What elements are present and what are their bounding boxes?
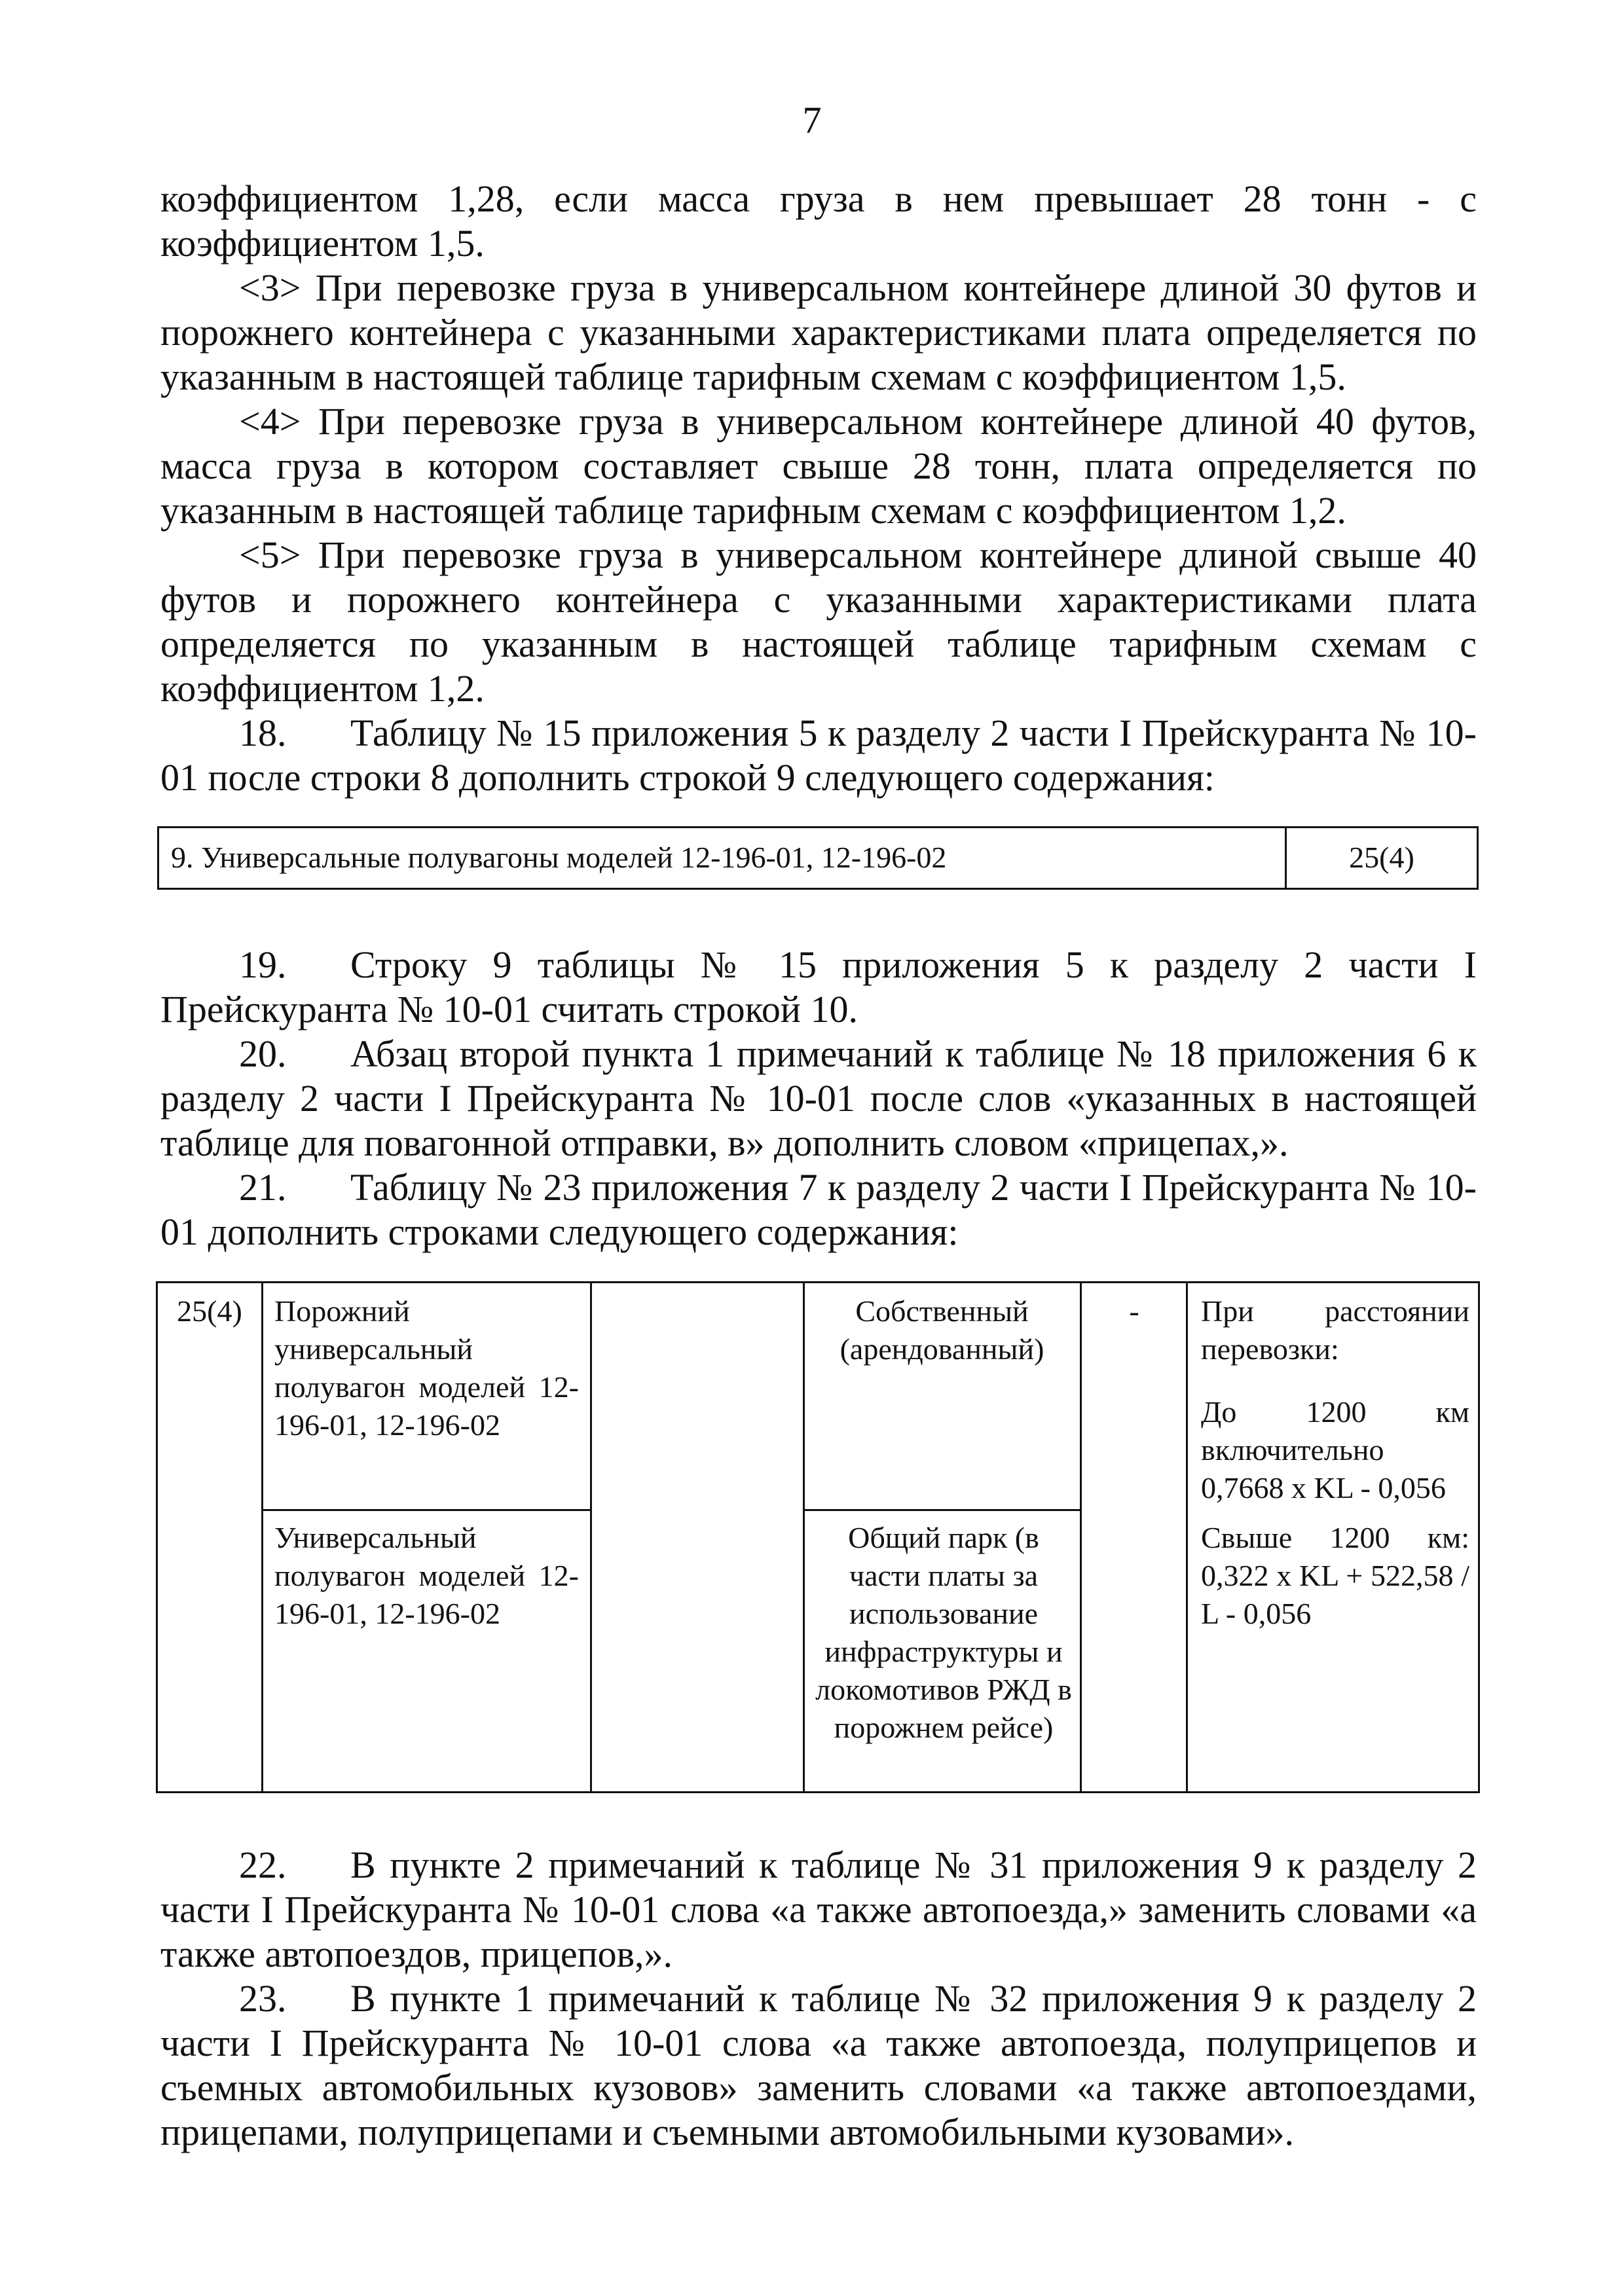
table-divider: [261, 1509, 592, 1511]
tariff-table: [156, 1281, 1480, 1793]
item-20: [160, 1032, 1477, 1165]
paragraph-continuation: коэффициентом 1,28, если масса груза в нем превышает 28 тонн - с коэффициентом 1,5.: [160, 177, 1477, 264]
item-21-number: 21.: [239, 1166, 287, 1209]
note-4: <4> При перевозке груза в универсальном контейнере длиной 40 футов, масса груза в котором составляет свыше 28 тонн, плата определяется по указанным в настоящей таблице тарифным схемам с коэффициентом 1,2.: [160, 400, 1477, 532]
note-3: <3> При перевозке груза в универсальном контейнере длиной 30 футов и порожнего контейнера с указанными характеристиками плата определяется по указанным в настоящей таблице тарифным схемам с коэффициентом 1,5.: [160, 266, 1477, 398]
row-table-value: 25(4): [1349, 841, 1414, 874]
tariff-formula-long: Свыше 1200 км: 0,322 x KL + 522,58 / L - 0,056: [1201, 1521, 1469, 1630]
item-18-text: Таблицу № 15 приложения 5 к разделу 2 части I Прейскуранта № 10-01 после строки 8 дополнить строкой 9 следующего содержания:: [160, 712, 1477, 799]
item-23-number: 23.: [239, 1977, 287, 2020]
common-fleet-ownership: Общий парк (в части платы за использование инфраструктуры и локомотивов РЖД в порожнем рейсе): [815, 1521, 1072, 1744]
dash-cell: -: [1129, 1294, 1139, 1328]
page-number: 7: [802, 99, 822, 141]
text-block-top: [160, 177, 1477, 800]
table-divider: [803, 1509, 1082, 1511]
tariff-formula-short: До 1200 км включительно 0,7668 x KL - 0,056: [1201, 1395, 1469, 1504]
table-divider: [261, 1283, 263, 1791]
table-divider: [590, 1283, 592, 1791]
item-19: [160, 943, 1477, 1032]
item-20-text: Абзац второй пункта 1 примечаний к таблице № 18 приложения 6 к разделу 2 части I Прейскуранта № 10-01 после слов «указанных в настоящей таблице для повагонной отправки, в» дополнить словом «прицепах,».: [160, 1032, 1477, 1164]
item-19-number: 19.: [239, 943, 287, 986]
item-18: [160, 711, 1477, 800]
tariff-intro: При расстоянии перевозки:: [1201, 1294, 1469, 1366]
text-block-bottom: [160, 1843, 1477, 2155]
text-block-middle: [160, 943, 1477, 1254]
item-22-text: В пункте 2 примечаний к таблице № 31 приложения 9 к разделу 2 части I Прейскуранта № 10-01 слова «а также автопоезда,» заменить словами «а также автопоездов, прицепов,».: [160, 1844, 1477, 1975]
item-20-number: 20.: [239, 1032, 287, 1075]
tariff-code: 25(4): [177, 1294, 242, 1328]
own-ownership: Собственный (арендованный): [840, 1294, 1044, 1366]
wagon-row-table: [157, 826, 1479, 890]
item-18-number: 18.: [239, 712, 287, 754]
item-22-number: 22.: [239, 1844, 287, 1886]
note-5: <5> При перевозке груза в универсальном контейнере длиной свыше 40 футов и порожнего контейнера с указанными характеристиками плата определяется по указанным в настоящей таблице тарифным схемам с коэффициентом 1,2.: [160, 534, 1477, 710]
table-divider: [803, 1283, 805, 1791]
table-divider: [1080, 1283, 1082, 1791]
item-19-text: Строку 9 таблицы № 15 приложения 5 к разделу 2 части I Прейскуранта № 10-01 считать строкой 10.: [160, 943, 1477, 1030]
item-21: [160, 1165, 1477, 1254]
table-divider: [1186, 1283, 1188, 1791]
loaded-wagon-label: Универсальный полувагон моделей 12-196-01, 12-196-02: [274, 1521, 579, 1630]
item-21-text: Таблицу № 23 приложения 7 к разделу 2 части I Прейскуранта № 10-01 дополнить строками следующего содержания:: [160, 1166, 1477, 1253]
item-23: [160, 1977, 1477, 2155]
item-23-text: В пункте 1 примечаний к таблице № 32 приложения 9 к разделу 2 части I Прейскуранта № 10-01 слова «а также автопоезда, полуприцепов и съемных автомобильных кузовов» заменить словами «а также автопоездами, прицепами, полуприцепами и съемными автомобильными кузовами».: [160, 1977, 1477, 2153]
item-22: [160, 1843, 1477, 1977]
empty-wagon-label: Порожний универсальный полувагон моделей 12-196-01, 12-196-02: [274, 1294, 579, 1442]
row-table-description: 9. Универсальные полувагоны моделей 12-196-01, 12-196-02: [159, 828, 1287, 888]
